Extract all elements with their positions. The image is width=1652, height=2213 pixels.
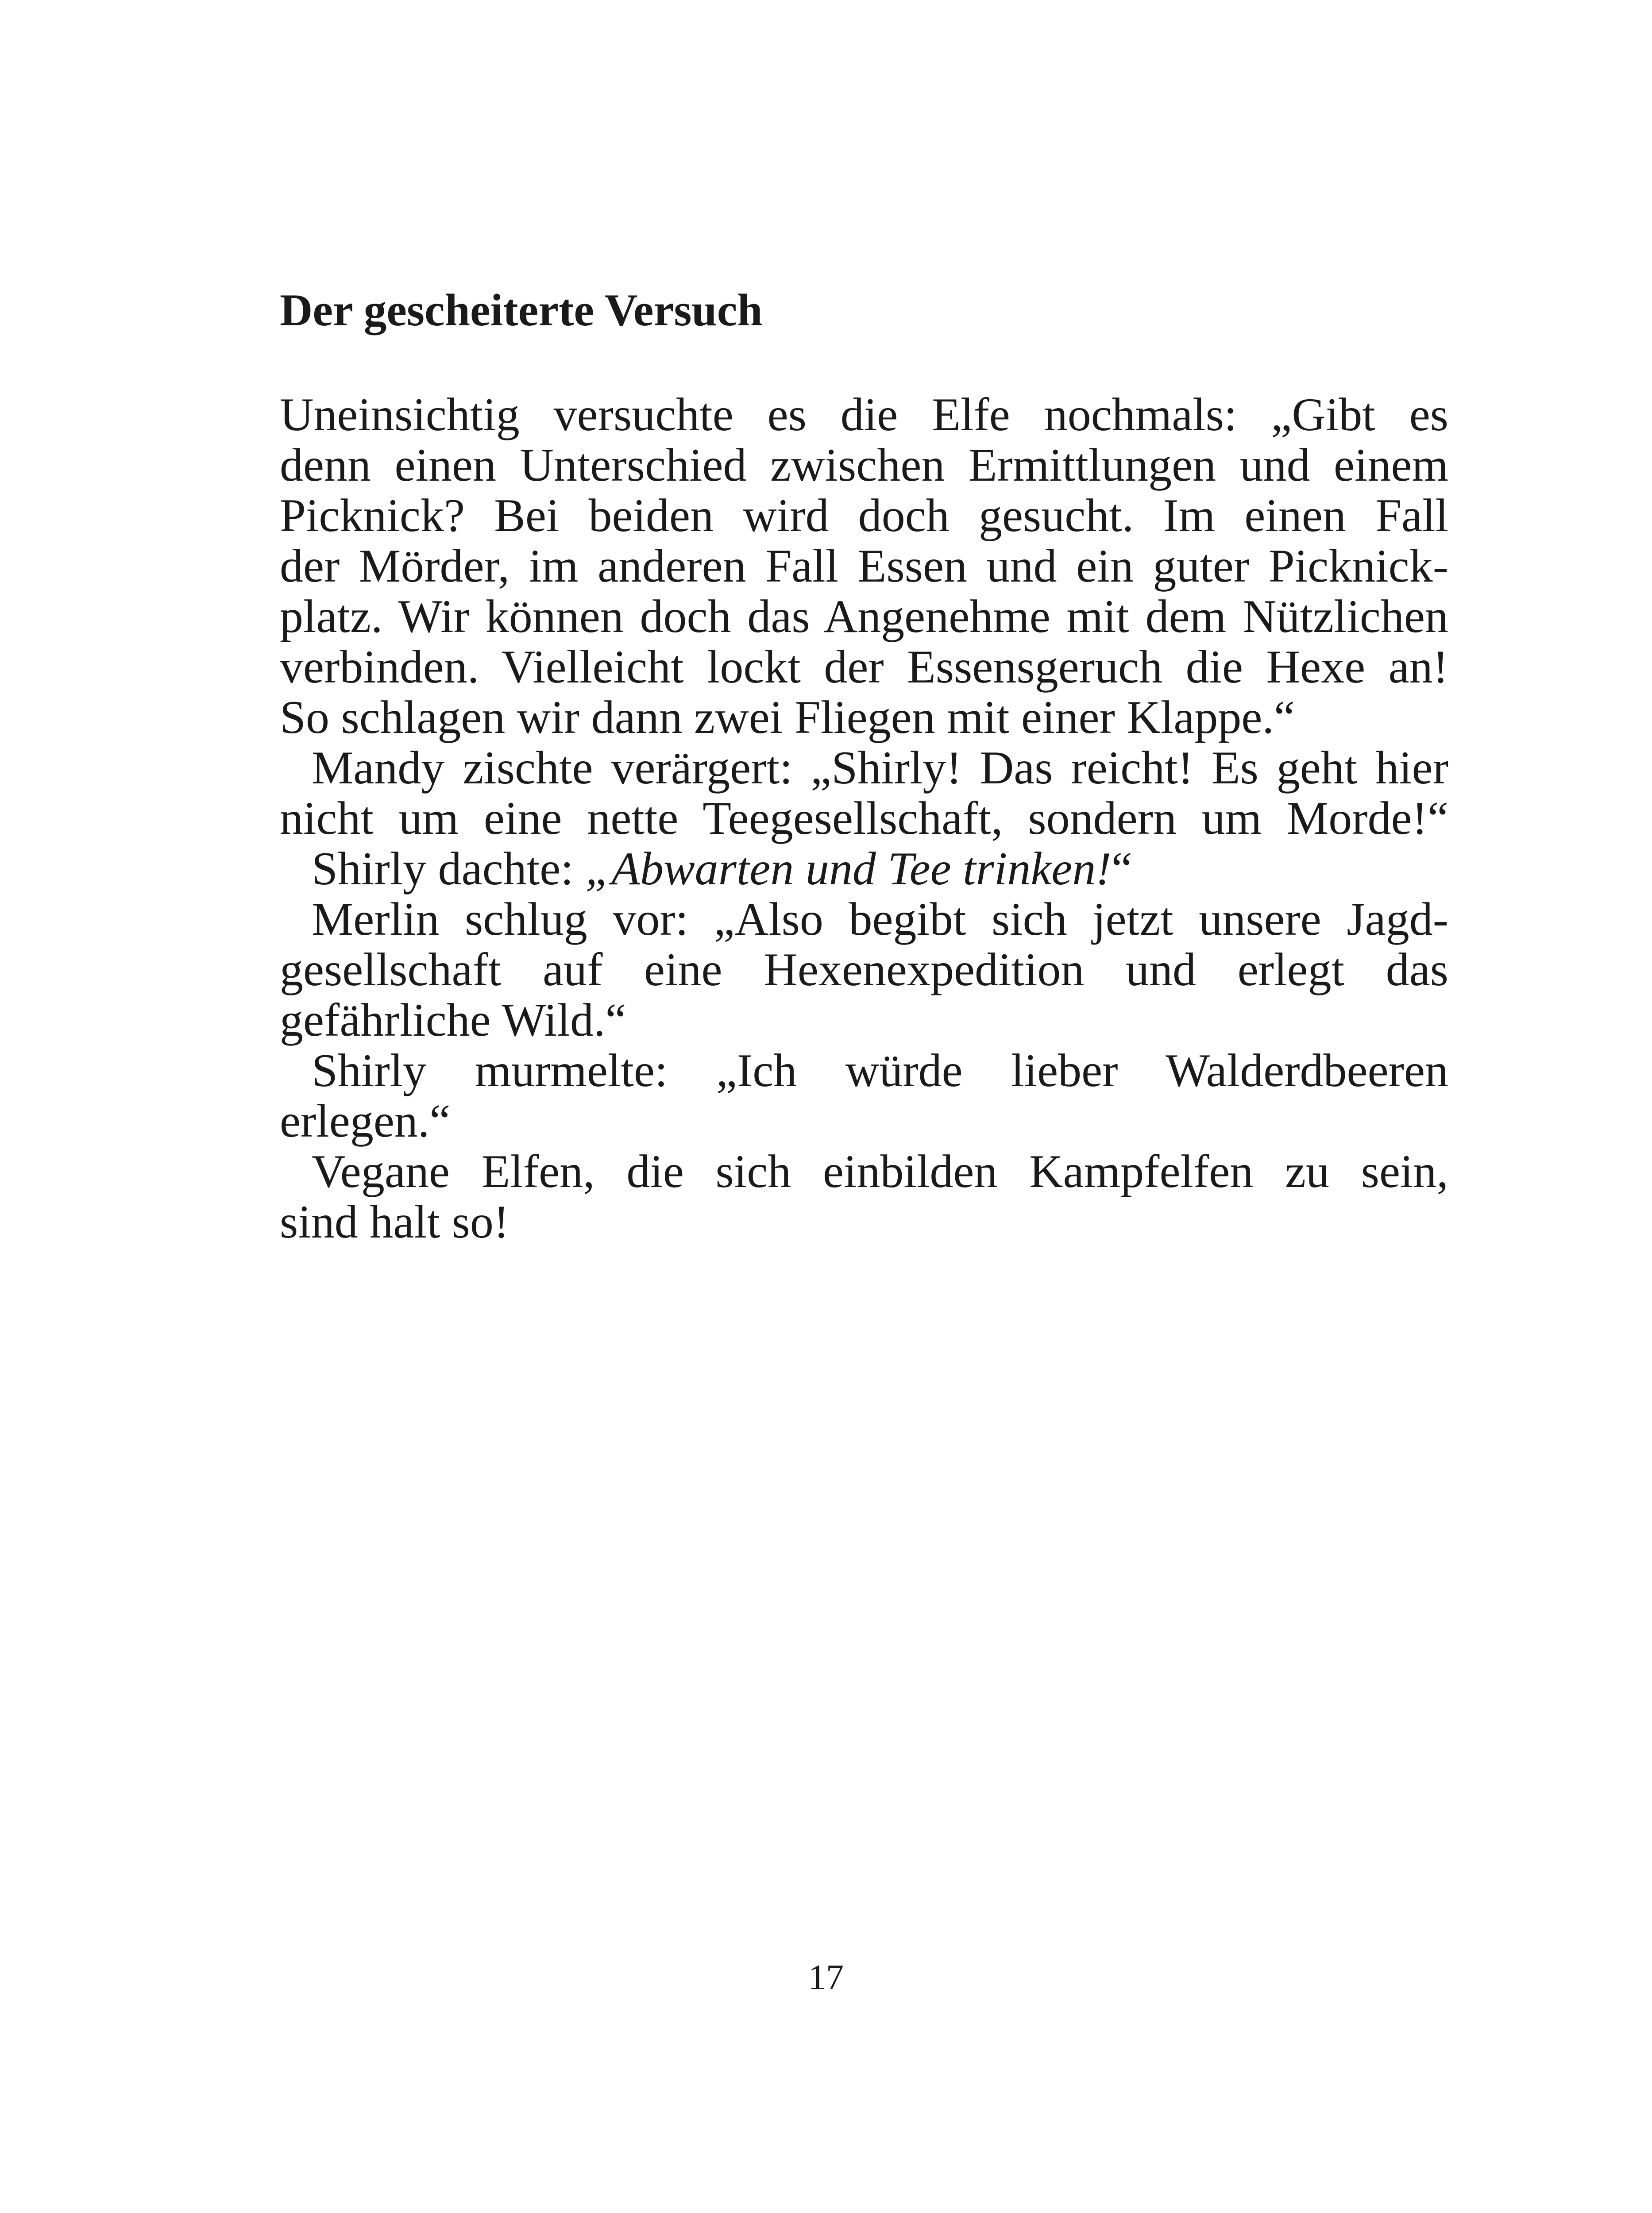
- text-line: sind halt so!: [280, 1196, 509, 1248]
- text-line: verbinden. Vielleicht lockt der Essensgeruch die Hexe an!: [280, 641, 1448, 693]
- text-line: erlegen.“: [280, 1095, 451, 1147]
- text-line: denn einen Unterschied zwischen Ermittlungen und einem: [280, 439, 1448, 491]
- text-line: Shirly murmelte: „Ich würde lieber Walderdbeeren: [312, 1045, 1448, 1096]
- text-line: Uneinsichtig versuchte es die Elfe nochmals: „Gibt es: [280, 389, 1448, 440]
- text-line: gesellschaft auf eine Hexenexpedition und erlegt das: [280, 944, 1448, 995]
- page-number: 17: [808, 1958, 844, 1997]
- text-line: nicht um eine nette Teegesellschaft, sondern um Morde!“: [280, 792, 1448, 844]
- text-line: der Mörder, im anderen Fall Essen und ein guter Picknick-: [280, 540, 1448, 592]
- text-line: Merlin schlug vor: „Also begibt sich jetzt unsere Jagd-: [312, 893, 1448, 945]
- text-line: platz. Wir können doch das Angenehme mit dem Nützlichen: [280, 590, 1448, 642]
- thought-quote: „Abwarten und Tee trinken!: [585, 843, 1112, 894]
- text-line: Mandy zischte verärgert: „Shirly! Das reicht! Es geht hier: [312, 742, 1448, 794]
- text-line: Vegane Elfen, die sich einbilden Kampfelfen zu sein,: [312, 1145, 1448, 1197]
- text-line: So schlagen wir dann zwei Fliegen mit einer Klappe.“: [280, 691, 1295, 743]
- thought-prefix: Shirly dachte:: [312, 843, 586, 894]
- chapter-title: Der gescheiterte Versuch: [280, 285, 763, 335]
- thought-suffix: “: [1111, 843, 1132, 894]
- text-line: gefährliche Wild.“: [280, 994, 626, 1046]
- body-text: [280, 389, 1448, 1247]
- text-line: Picknick? Bei beiden wird doch gesucht. Im einen Fall: [280, 490, 1448, 541]
- text-line-thought: [280, 844, 1448, 894]
